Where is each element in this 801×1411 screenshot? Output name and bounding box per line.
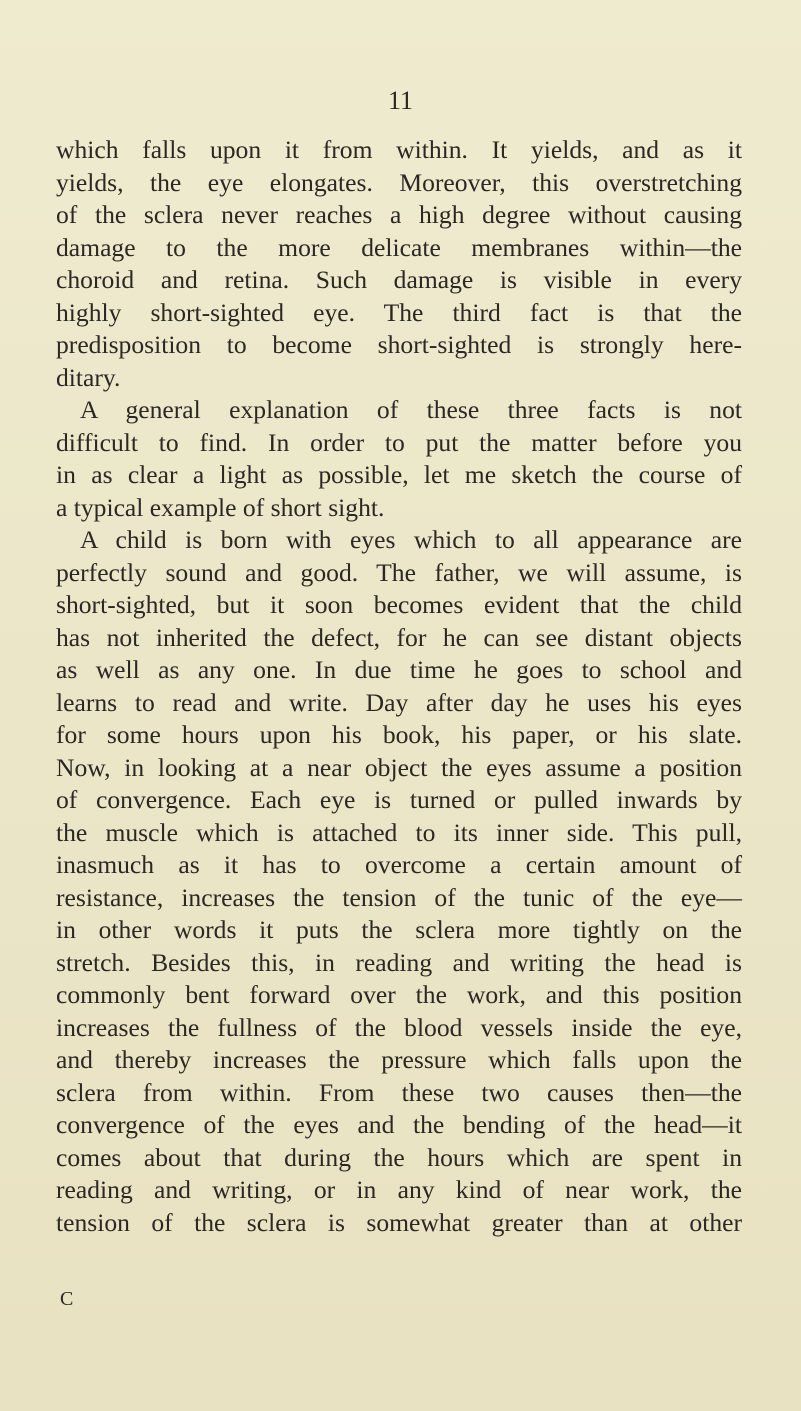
text-line: of convergence. Each eye is turned or pulled inwards by — [56, 785, 742, 814]
paragraph-start-line: A general explanation of these three facts is not — [80, 395, 742, 424]
text-line: learns to read and write. Day after day he uses his eyes — [56, 687, 742, 717]
text-line: in as clear a light as possible, let me sketch the course of — [56, 460, 742, 489]
text-line: has not inherited the defect, for he can see distant objects — [56, 622, 742, 652]
signature-mark: C — [60, 1288, 74, 1310]
paragraph-start-line: A child is born with eyes which to all appearance are — [80, 525, 742, 554]
text-line: sclera from within. From these two causes then—the — [56, 1077, 742, 1107]
text-line: yields, the eye elongates. Moreover, this overstretching — [56, 167, 742, 197]
text-line: reading and writing, or in any kind of near work, the — [56, 1175, 742, 1204]
text-line: in other words it puts the sclera more tightly on the — [56, 915, 742, 944]
page-number: 11 — [387, 86, 414, 115]
text-line: damage to the more delicate membranes within—the — [56, 232, 742, 262]
text-line: of the sclera never reaches a high degree without causing — [56, 200, 742, 229]
text-line: ditary. — [56, 362, 121, 392]
text-line: predisposition to become short-sighted is strongly here- — [56, 330, 742, 359]
text-line: and thereby increases the pressure which falls upon the — [56, 1045, 742, 1074]
text-line: which falls upon it from within. It yields, and as it — [56, 135, 742, 164]
text-line: highly short-sighted eye. The third fact is that the — [56, 297, 742, 327]
text-line: Now, in looking at a near object the eyes assume a position — [56, 752, 742, 782]
text-line: a typical example of short sight. — [56, 492, 385, 522]
text-line: comes about that during the hours which are spent in — [56, 1142, 742, 1172]
text-line: tension of the sclera is somewhat greater than at other — [56, 1207, 742, 1237]
text-line: as well as any one. In due time he goes to school and — [56, 655, 742, 684]
text-line: difficult to find. In order to put the matter before you — [56, 427, 742, 457]
text-line: short-sighted, but it soon becomes evident that the child — [56, 590, 742, 619]
body-text — [56, 134, 742, 1239]
text-line: perfectly sound and good. The father, we will assume, is — [56, 557, 742, 587]
text-line: resistance, increases the tension of the tunic of the eye— — [56, 882, 742, 912]
text-line: inasmuch as it has to overcome a certain amount of — [56, 850, 742, 879]
text-line: stretch. Besides this, in reading and writing the head is — [56, 947, 742, 977]
text-line: for some hours upon his book, his paper, or his slate. — [56, 720, 742, 749]
text-line: increases the fullness of the blood vessels inside the eye, — [56, 1012, 742, 1042]
text-line: convergence of the eyes and the bending of the head—it — [56, 1110, 742, 1139]
text-line: commonly bent forward over the work, and this position — [56, 980, 742, 1009]
text-line: choroid and retina. Such damage is visible in every — [56, 265, 742, 294]
text-line: the muscle which is attached to its inner side. This pull, — [56, 817, 742, 847]
